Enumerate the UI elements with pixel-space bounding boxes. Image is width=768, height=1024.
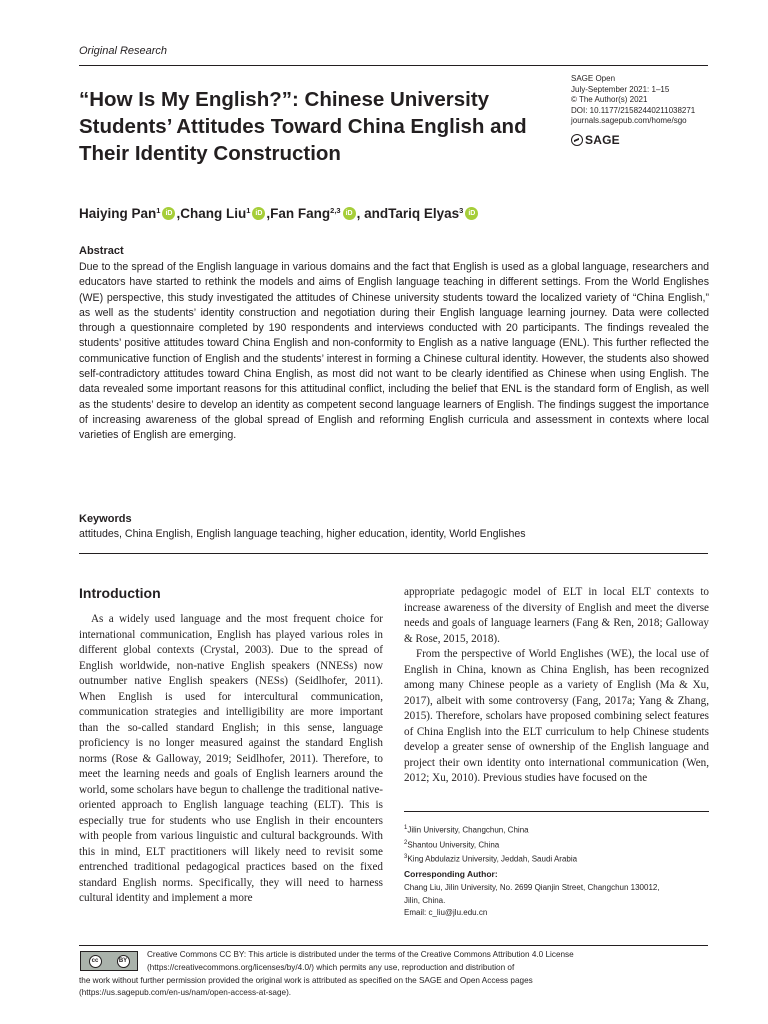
- author-affiliation-ref: 1: [156, 206, 161, 215]
- corresponding-address: Chang Liu, Jilin University, No. 2699 Qianjin Street, Changchun 130012,: [404, 883, 660, 892]
- license-link[interactable]: (https://us.sagepub.com/en-us/nam/open-access-at-sage).: [79, 988, 292, 998]
- license-divider: [79, 945, 708, 946]
- corresponding-author-heading: Corresponding Author:: [404, 869, 498, 879]
- author-separator: ,: [266, 206, 271, 221]
- orcid-icon[interactable]: iD: [162, 207, 175, 220]
- corresponding-email[interactable]: Email: c_liu@jlu.edu.cn: [404, 908, 488, 917]
- body-paragraph: From the perspective of World Englishes (WE), the local use of English in China, known as China English, has been recognized among many Chinese people as a variety of English (Ma & Xu, 2017), albeit with some controversy (Fang, 2017a; Yang & Zhang, 2015). Therefore, scholars have proposed combining select features of China English into the ELT curriculum to help Chinese students develop a greater sense of ownership of the English language and project their own identity onto international communication (Wen, 2012; Xu, 2010). Previous studies have focused on the: [404, 648, 709, 784]
- author-name: Tariq Elyas: [388, 206, 460, 221]
- journal-url[interactable]: journals.sagepub.com/home/sgo: [571, 116, 687, 125]
- journal-doi[interactable]: DOI: 10.1177/21582440211038271: [571, 105, 696, 115]
- cc-icon: cc: [89, 955, 102, 968]
- body-paragraph: appropriate pedagogic model of ELT in local ELT contexts to increase awareness of the diversity of English and meet the diverse needs and goals of language learners (Fang & Ren, 2018; Galloway & Rose, 2015, 2018).: [404, 586, 709, 645]
- header-divider: [79, 65, 708, 66]
- author-affiliation-ref: 2,3: [330, 206, 341, 215]
- affiliation-item: $^1$Jilin University, Changchun, China: [404, 825, 529, 835]
- license-link[interactable]: (https://creativecommons.org/licenses/by/4.0/) which permits any use, reproduction and distribution of: [147, 962, 515, 972]
- footnote-divider: [404, 811, 709, 812]
- author-affiliation-ref: 3: [459, 206, 464, 215]
- keywords-divider: [79, 553, 708, 554]
- author-affiliation-ref: 1: [246, 206, 251, 215]
- license-line: the work without further permission provided the original work is attributed as specified on the SAGE and Open Access pages: [79, 975, 533, 985]
- author-separator: , and: [356, 206, 389, 221]
- journal-copyright: © The Author(s) 2021: [571, 95, 648, 104]
- orcid-icon[interactable]: iD: [465, 207, 478, 220]
- affiliations: [404, 822, 577, 866]
- corresponding-author-details: [404, 882, 709, 920]
- author-name: Fan Fang: [270, 206, 331, 221]
- author-separator: ,: [176, 206, 181, 221]
- by-icon: BY: [117, 955, 130, 968]
- sage-logo: [571, 133, 620, 147]
- license-text: [79, 949, 709, 1000]
- body-column-right: [404, 585, 709, 787]
- journal-issue: July-September 2021: 1–15: [571, 84, 670, 94]
- abstract-text: Due to the spread of the English language in various domains and the fact that English is used as a global language, researchers and educators have started to rethink the models and aims of English language teaching in different settings. From the World Englishes (WE) perspective, this study investigated the attitudes of Chinese university students toward the localized variety of “China English,” as well as the students’ identity construction and negotiation during their English language learning journey. Data were collected through a questionnaire completed by 190 respondents and interviews conducted with 20 participants. The findings revealed the students’ positive attitudes toward China English and non-conformity to English as a native language (ENL). This further reflected the communicative function of English and the students’ interest in forming a Chinese cultural identity. However, the students also showed self-contradictory attitudes toward China English, as most did not want to be clearly identified as Chinese when using English. The data revealed some important reasons for this attitudinal conflict, including the belief that ENL is the standard form of English, as well as the students’ desire to develop an identity as competent second language learners of English. The findings suggest the importance of increasing awareness of the global spread of English and reforming English curricula and assessment in contexts where local varieties of English are emerging.: [79, 261, 709, 442]
- author-name: Chang Liu: [180, 206, 247, 221]
- license-line: Creative Commons CC BY: This article is distributed under the terms of the Creative Commons Attribution 4.0 License: [147, 950, 574, 959]
- section-label: Original Research: [79, 45, 168, 57]
- affiliation-item: $^2$Shantou University, China: [404, 839, 500, 850]
- sage-logo-icon: [571, 134, 583, 146]
- article-title: “How Is My English?”: Chinese University Students’ Attitudes Toward China English and Their Identity Construction: [79, 88, 527, 165]
- journal-name: SAGE Open: [571, 74, 616, 83]
- abstract-heading: Abstract: [79, 245, 124, 257]
- author-name: Haiying Pan: [79, 206, 157, 221]
- author-list: [79, 206, 479, 221]
- affiliation-item: $^3$King Abdulaziz University, Jeddah, Saudi Arabia: [404, 854, 578, 864]
- body-paragraph: As a widely used language and the most frequent choice for international communication, English has played various roles in different global contexts (Crystal, 2003). Due to the spread of English worldwide, non-native English speakers (NNESs) now outnumber native English speakers (NESs) (Seidlhofer, 2011). When English is used for intercultural communication, communication strategies and intelligibility are more important than the so-called standard English; in this sense, language proficiency is no longer measured against the standard English norms (Rose & Galloway, 2019; Seidlhofer, 2011). Therefore, to meet the learning needs and goals of English learners around the world, some scholars have begun to challenge the traditional native-oriented approach to English language teaching (ELT). This is especially true for students who use English in their encounters with people from various linguistic and cultural backgrounds. With this in mind, ELT practitioners will likely need to revisit some entrenched traditional pedagogical practices based on the fixed standard English norms. Specifically, they will need to harness cultural identity and implement a more: [79, 613, 383, 904]
- introduction-heading: Introduction: [79, 585, 161, 601]
- sage-logo-text: SAGE: [585, 133, 620, 147]
- orcid-icon[interactable]: iD: [252, 207, 265, 220]
- corresponding-address: Jilin, China.: [404, 895, 446, 905]
- journal-info: [571, 74, 721, 127]
- keywords-heading: Keywords: [79, 513, 132, 525]
- orcid-icon[interactable]: iD: [343, 207, 356, 220]
- body-column-left: [79, 612, 383, 907]
- keywords-text: attitudes, China English, English language teaching, higher education, identity, World Englishes: [79, 528, 526, 540]
